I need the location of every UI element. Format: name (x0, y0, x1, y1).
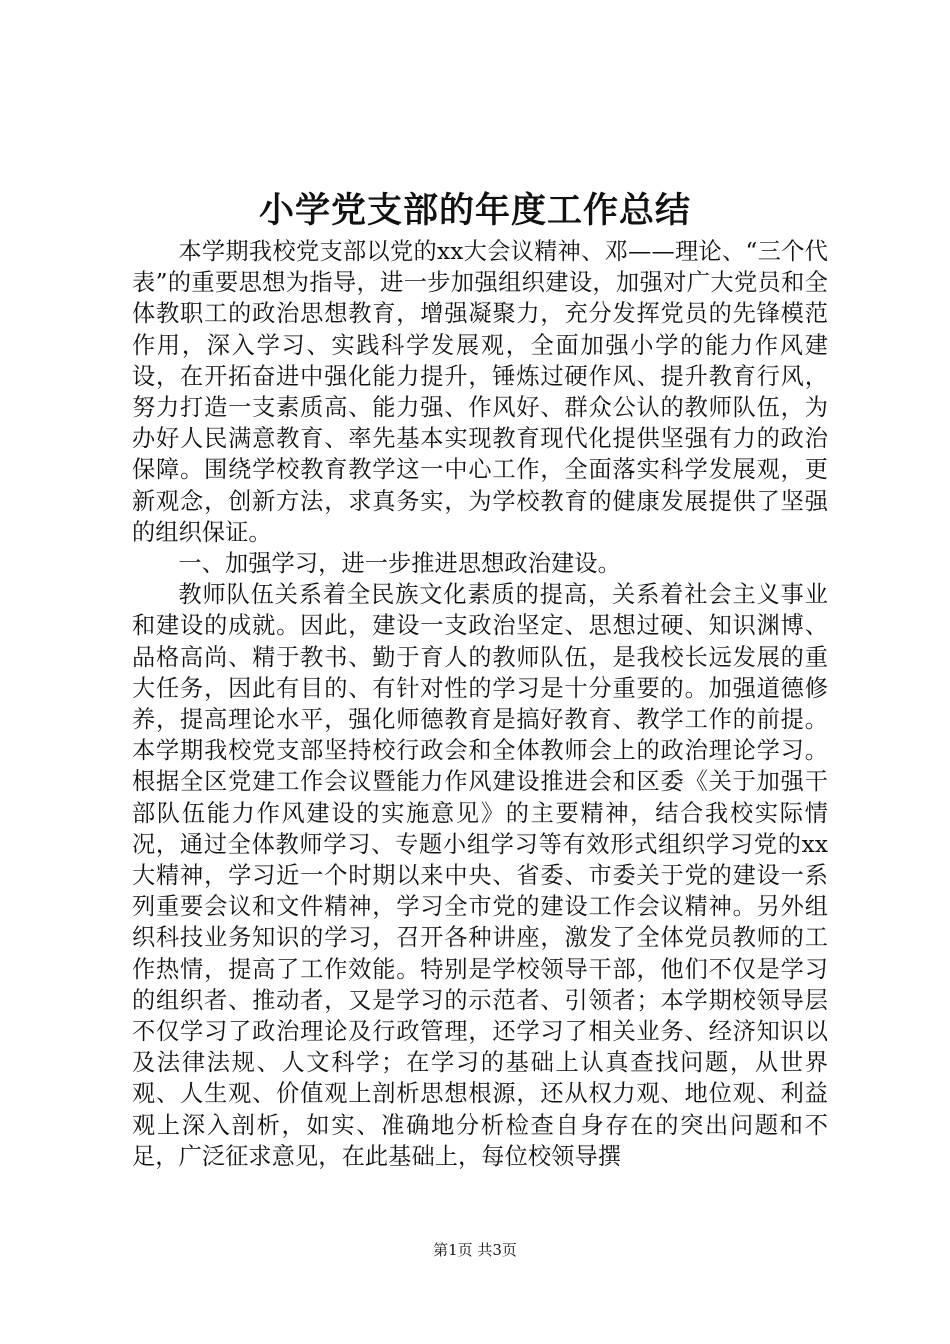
document-title: 小学党支部的年度工作总结 (258, 190, 691, 231)
page-number-footer: 第1页 共3页 (433, 1241, 517, 1259)
paragraph-intro: 本学期我校党支部以党的xx大会议精神、邓——理论、“三个代表”的重要思想为指导，进一步加强组织建设，加强对广大党员和全体教职工的政治思想教育，增强凝聚力，充分发挥党员的先锋模范作用，深入学习、实践科学发展观，全面加强小学的能力作风建设，在开拓奋进中强化能力提升，锤炼过硬作风、提升教育行风，努力打造一支素质高、能力强、作风好、群众公认的教师队伍，为办好人民满意教育、率先基本实现教育现代化提供坚强有力的政治保障。围绕学校教育教学这一中心工作，全面落实科学发展观，更新观念，创新方法，求真务实，为学校教育的健康发展提供了坚强的组织保证。 (132, 238, 828, 546)
section-heading-1: 一、加强学习，进一步推进思想政治建设。 (178, 550, 621, 578)
paragraph-section-1: 教师队伍关系着全民族文化素质的提高，关系着社会主义事业和建设的成就。因此，建设一支政治坚定、思想过硬、知识渊博、品格高尚、精于教书、勤于育人的教师队伍，是我校长远发展的重大任务，因此有目的、有针对性的学习是十分重要的。加强道德修养，提高理论水平，强化师德教育是搞好教育、教学工作的前提。本学期我校党支部坚持校行政会和全体教师会上的政治理论学习。根据全区党建工作会议暨能力作风建设推进会和区委《关于加强干部队伍能力作风建设的实施意见》的主要精神，结合我校实际情况，通过全体教师学习、专题小组学习等有效形式组织学习党的xx大精神，学习近一个时期以来中央、省委、市委关于党的建设一系列重要会议和文件精神，学习全市党的建设工作会议精神。另外组织科技业务知识的学习，召开各种讲座，激发了全体党员教师的工作热情，提高了工作效能。特别是学校领导干部，他们不仅是学习的组织者、推动者，又是学习的示范者、引领者；本学期校领导层不仅学习了政治理论及行政管理，还学习了相关业务、经济知识以及法律法规、人文科学；在学习的基础上认真查找问题，从世界观、人生观、价值观上剖析思想根源，还从权力观、地位观、利益观上深入剖析，如实、准确地分析检查自身存在的突出问题和不足，广泛征求意见，在此基础上，每位校领导撰 (132, 581, 828, 1170)
document-body (132, 236, 828, 1172)
